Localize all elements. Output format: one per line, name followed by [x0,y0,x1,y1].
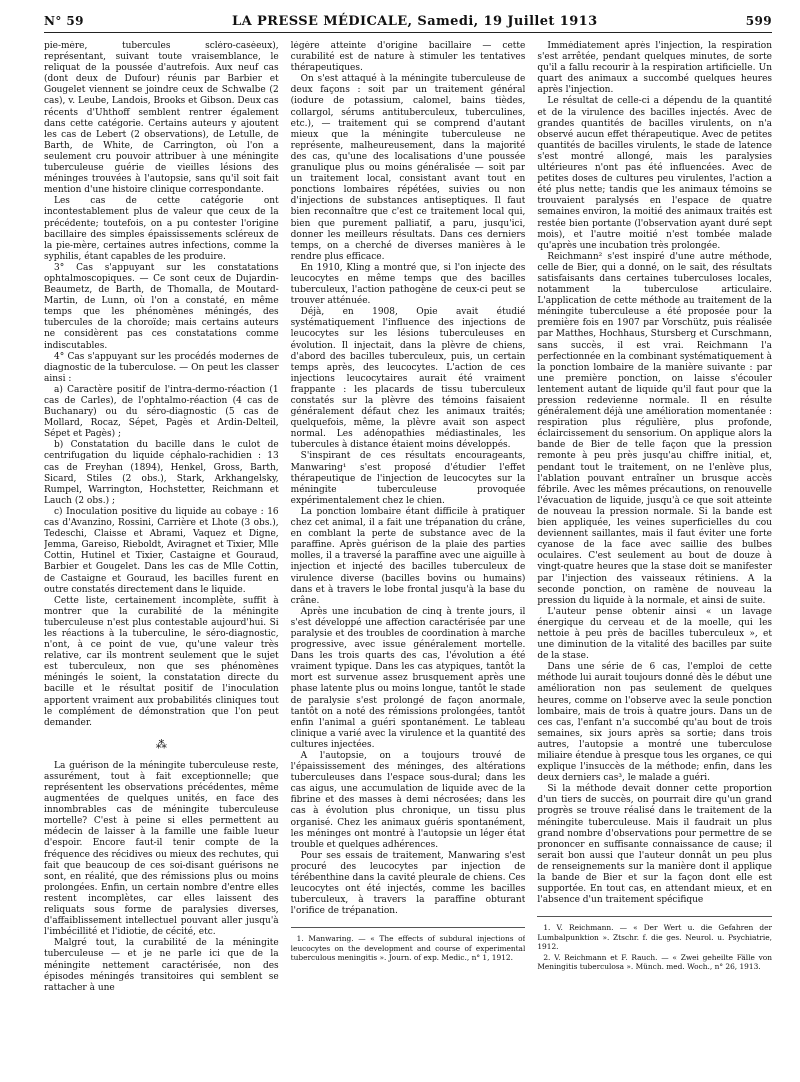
issue-number: N° 59 [44,14,84,28]
paragraph: La guérison de la méningite tuberculeuse reste, assurément, tout à fait exceptionnelle; que représentent les observations précédentes, même augmentées de quelques unités, en face des innombrables cas de méningite tuberculeuse mortelle? C'est à peine si elles permettent au médecin de laisser à la famille une faible lueur d'espoir. Encore faut-il tenir compte de la fréquence des récidives ou mieux des rechutes, qui fait que beaucoup de ces soi-disant guérisons ne sont, en réalité, que des rémissions plus ou moins prolongées. Enfin, un certain nombre d'entre elles restent incomplètes, car elles laissent des reliquats sous forme de paralysies diverses, d'affaiblissement intellectuel pouvant aller jusqu'à l'imbécillité et l'idiotie, de cécité, etc. [44,760,279,938]
footnote: 1. V. Reichmann. — « Der Wert u. die Gefahren der Lumbalpunktion ». Ztschr. f. die ges. Neurol. u. Psychiatrie, 1912. [537,923,773,951]
paragraph: Déjà, en 1908, Opie avait étudié systématiquement l'influence des injections de leucocytes sur les lésions tuberculeuses en évolution. Il injectait, dans la plèvre de chiens, d'abord des bacilles tuberculeux, puis, un certain temps après, des leucocytes. L'action de ces injections leucocytaires aurait été vraiment frappante : les placards de tissu tuberculeux constatés sur la plèvre des témoins faisaient généralement défaut chez les animaux traités; quelquefois, même, la plèvre avait son aspect normal. Les adénopathies médiastinales, les tubercules à distance étaient moins développés. [290,307,526,451]
running-header [44,14,772,33]
paragraph: 3° Cas s'appuyant sur les constatations ophtalmoscopiques. — Ce sont ceux de Dujardin-Beaumetz, de Barth, de Thomalla, de Moutard-Martin, de Lunn, où l'on a constaté, en même temps que les phénomènes méningés, des tubercules de la choroïde; mais certains auteurs ne considèrent pas ces constatations comme indiscutables. [44,262,279,351]
paragraph: Le résultat de celle-ci a dépendu de la quantité et de la virulence des bacilles injectés. Avec de grandes quantités de bacilles virulents, on n'a observé aucun effet thérapeutique. Avec de petites quantités de bacilles virulents, le stade de latence s'est montré allongé, mais les paralysies ultérieures n'ont pas été influencées. Avec de petites doses de cultures peu virulentes, l'action a été plus nette; tandis que les animaux témoins se trouvaient paralysés en l'espace de quatre semaines environ, la moitié des animaux traités est restée bien portante (l'observation ayant duré sept mois), et l'autre moitié n'est tombée malade qu'après une incubation très prolongée. [537,96,773,251]
paragraph: Immédiatement après l'injection, la respiration s'est arrêtée, pendant quelques minutes, de sorte qu'il a fallu recourir à la respiration artificielle. Un quart des animaux a succombé quelques heures après l'injection. [537,41,773,96]
paragraph: c) Inoculation positive du liquide au cobaye : 16 cas d'Avanzino, Rossini, Carrière et Lhote (3 obs.), Tedeschi, Claisse et Abrami, Vaquez et Digne, Jemma, Gareiso, Rieboldt, Aviragnet et Tixier, Mlle Cottin, Hutinel et Tixier, Castaigne et Gouraud, Barbier et Gougelet. Dans les cas de Mlle Cottin, de Castaigne et Gouraud, les bacilles furent en outre constatés directement dans le liquide. [44,506,279,595]
footnote: 2. V. Reichmann et F. Rauch. — « Zwei geheilte Fälle von Meningitis tuberculosa ». Münch. med. Woch., n° 26, 1913. [537,952,773,972]
paragraph: On s'est attaqué à la méningite tuberculeuse de deux façons : soit par un traitement général (iodure de potassium, calomel, bains tièdes, collargol, sérums antituberculeux, tuberculines, etc.), — traitement qui se comprend d'autant mieux que la méningite tuberculeuse ne représente, malheureusement, dans la majorité des cas, qu'une des localisations d'une poussée granulique plus ou moins généralisée — soit par un traitement local, consistant avant tout en ponctions lombaires répétées, suivies ou non d'injections de substances antiseptiques. Il faut bien reconnaître que c'est ce traitement local qui, bien que purement palliatif, a paru, jusqu'ici, donner les meilleurs résultats. Dans ces derniers temps, on a cherché de diverses manières à le rendre plus efficace. [290,74,526,262]
column-1 [44,41,279,1065]
paragraph: Reichmann² s'est inspiré d'une autre méthode, celle de Bier, qui a donné, on le sait, des résultats satisfaisants dans certaines tuberculoses locales, notamment la tuberculose articulaire. L'application de cette méthode au traitement de la méningite tuberculeuse a été proposée pour la première fois en 1907 par Vorschütz, puis réalisée par Matthes, Hochhaus, Stursberg et Curschmann, sans succès, il est vrai. Reichmann l'a perfectionnée en la combinant systématiquement à la ponction lombaire de la manière suivante : par une première ponction, on laisse s'écouler lentement autant de liquide qu'il faut pour que la pression redevienne normale. Il en résulte généralement déjà une amélioration momentanée : respiration plus régulière, plus profonde, éclaircissement du sensorium. On applique alors la bande de Bier de telle façon que la pression remonte à peu près jusqu'au chiffre initial, et, pendant tout le traitement, on ne l'enlève plus, l'ablation pouvant entraîner un brusque accès fébrile. Avec les mêmes précautions, on renouvelle l'évacuation de liquide, jusqu'à ce que soit atteinte de nouveau la pression normale. Si la bande est bien appliquée, les veines superficielles du cou deviennent saillantes, mais il faut éviter une forte cyanose de la face avec saillie des bulbes oculaires. C'est seulement au bout de douze à vingt-quatre heures que la stase doit se manifester par l'injection des vaisseaux rétiniens. A la seconde ponction, on ramène de nouveau la pression du liquide à la normale, et ainsi de suite. [537,251,773,606]
footnote: 1. Manwaring. — « The effects of subdural injections of leucocytes on the development and course of experimental tuberculous meningitis ». Journ. of exp. Medic., n° 1, 1912. [290,934,526,962]
journal-title: LA PRESSE MÉDICALE, Samedi, 19 Juillet 1913 [232,14,598,29]
paragraph: L'auteur pense obtenir ainsi « un lavage énergique du cerveau et de la moelle, qui les nettoie à peu près de bacilles tuberculeux », et une diminution de la vitalité des bacilles par suite de la stase. [537,606,773,662]
paragraph: A l'autopsie, on a toujours trouvé de l'épaississement des méninges, des altérations tuberculeuses dans l'espace sous-dural; dans les cas aigus, une accumulation de liquide avec de la fibrine et des masses à demi nécrosées; dans les cas à évolution plus chronique, un tissu plus organisé. Chez les animaux guéris spontanément, les méninges ont montré à l'autopsie un léger état trouble et quelques adhérences. [290,751,526,850]
page-number: 599 [745,14,772,28]
paragraph: pie-mère, tubercules scléro-caséeux), représentant, suivant toute vraisemblance, le reliquat de la poussée d'autrefois. Aux neuf cas (dont deux de Dufour) réunis par Barbier et Gougelet viennent se joindre ceux de Schwalbe (2 cas), v. Leube, Landois, Brooks et Gibson. Deux cas récents d'Uhthoff semblent rentrer également dans cette catégorie. Certains auteurs y ajoutent les cas de Lebert (2 observations), de Letulle, de Barth, de White, de Carrington, où l'on a seulement cru pouvoir attribuer à une méningite tuberculeuse guérie de vieilles lésions des méninges trouvées à l'autopsie, sans qu'il soit fait mention d'une histoire clinique correspondante. [44,41,279,196]
paragraph: La ponction lombaire étant difficile à pratiquer chez cet animal, il a fait une trépanation du crâne, en comblant la perte de substance avec de la paraffine. Après guérison de la plaie des parties molles, il a traversé la paraffine avec une aiguille à injection et injecté des bacilles tuberculeux de virulence diverse (bacilles bovins ou humains) dans et à travers le lobe frontal jusqu'à la base du crâne. [290,506,526,606]
paragraph: Malgré tout, la curabilité de la méningite tuberculeuse — et je ne parle ici que de la méningite nettement caractérisée, non des épisodes méningés transitoires qui semblent se rattacher à une [44,938,279,993]
column-3 [537,41,772,1065]
paragraph: En 1910, Kling a montré que, si l'on injecte des leucocytes en même temps que des bacilles tuberculeux, l'action pathogène de ceux-ci peut se trouver atténuée. [290,262,526,307]
section-separator: ⁂ [155,737,167,751]
paragraph: 4° Cas s'appuyant sur les procédés modernes de diagnostic de la tuberculose. — On peut les classer ainsi : [44,351,279,384]
text-columns [44,41,772,1065]
paragraph: b) Constatation du bacille dans le culot de centrifugation du liquide céphalo-rachidien : 13 cas de Freyhan (1894), Henkel, Gross, Barth, Sicard, Stiles (2 obs.), Stark, Arkhangelsky, Rumpel, Warrington, Hochstetter, Reichmann et Lauch (2 obs.) ; [44,440,279,506]
paragraph: S'inspirant de ces résultats encourageants, Manwaring¹ s'est proposé d'étudier l'effet thérapeutique de l'injection de leucocytes sur la méningite tuberculeuse provoquée expérimentalement chez le chien. [290,451,526,506]
footnotes [291,927,526,962]
paragraph: Cette liste, certainement incomplète, suffit à montrer que la curabilité de la méningite tuberculeuse n'est plus contestable aujourd'hui. Si les réactions à la tuberculine, le séro-diagnostic, n'ont, à ce point de vue, qu'une valeur très relative, car ils montrent seulement que le sujet est tuberculeux, non que ses phénomènes méningés le soient, la constatation directe du bacille et le résultat positif de l'inoculation apportent vraiment aux probabilités cliniques tout le complément de démonstration que l'on peut demander. [44,595,279,728]
paragraph: Pour ses essais de traitement, Manwaring s'est procuré des leucocytes par injection de térébenthine dans la cavité pleurale de chiens. Ces leucocytes ont été injectés, comme les bacilles tuberculeux, à travers la paraffine obturant l'orifice de trépanation. [290,850,526,917]
paragraph: a) Caractère positif de l'intra-dermo-réaction (1 cas de Carles), de l'ophtalmo-réaction (4 cas de Buchanary) ou du séro-diagnostic (5 cas de Mollard, Rocaz, Sépet, Pagès et Ardin-Delteil, Sépet et Pagès) ; [44,384,279,440]
paragraph: Si la méthode devait donner cette proportion d'un tiers de succès, on pourrait dire qu'un grand progrès se trouve réalisé dans le traitement de la méningite tuberculeuse. Mais il faudrait un plus grand nombre d'observations pour permettre de se prononcer en suffisante connaissance de cause; il serait bon aussi que l'auteur donnât un peu plus de renseignements sur la manière dont il applique la bande de Bier et sur la façon dont elle est supportée. En tout cas, en attendant mieux, et en l'absence d'un traitement spécifique [537,784,773,906]
column-2 [291,41,526,1065]
paragraph: Les cas de cette catégorie ont incontestablement plus de valeur que ceux de la précédente; toutefois, on a pu contester l'origine bacillaire des simples épaississements scléreux de la pie-mère, certaines autres infections, comme la syphilis, étant capables de les produire. [44,196,279,262]
paragraph: Dans une série de 6 cas, l'emploi de cette méthode lui aurait toujours donné dès le début une amélioration non pas seulement de quelques heures, comme on l'observe avec la seule ponction lombaire, mais de trois à quatre jours. Dans un de ces cas, l'enfant n'a succombé qu'au bout de trois semaines, six jours après sa sortie; dans trois autres, l'autopsie a montré une tuberculose miliaire étendue à presque tous les organes, ce qui explique l'insuccès de la méthode; enfin, dans les deux derniers cas³, le malade a guéri. [537,662,773,784]
paragraph: Après une incubation de cinq à trente jours, il s'est développé une affection caractérisée par une paralysie et des troubles de coordination à marche progressive, avec issue généralement mortelle. Dans les trois quarts des cas, l'évolution a été vraiment typique. Dans les cas atypiques, tantôt la mort est survenue assez brusquement après une phase latente plus ou moins longue, tantôt le stade de paralysie s'est prolongé de façon anormale, tantôt on a noté des rémissions prolongées, tantôt enfin l'animal a guéri spontanément. Le tableau clinique a varié avec la virulence et la quantité des cultures injectées. [290,606,526,750]
footnotes [537,916,772,971]
paragraph: légère atteinte d'origine bacillaire — cette curabilité est de nature à stimuler les tentatives thérapeutiques. [290,41,526,74]
